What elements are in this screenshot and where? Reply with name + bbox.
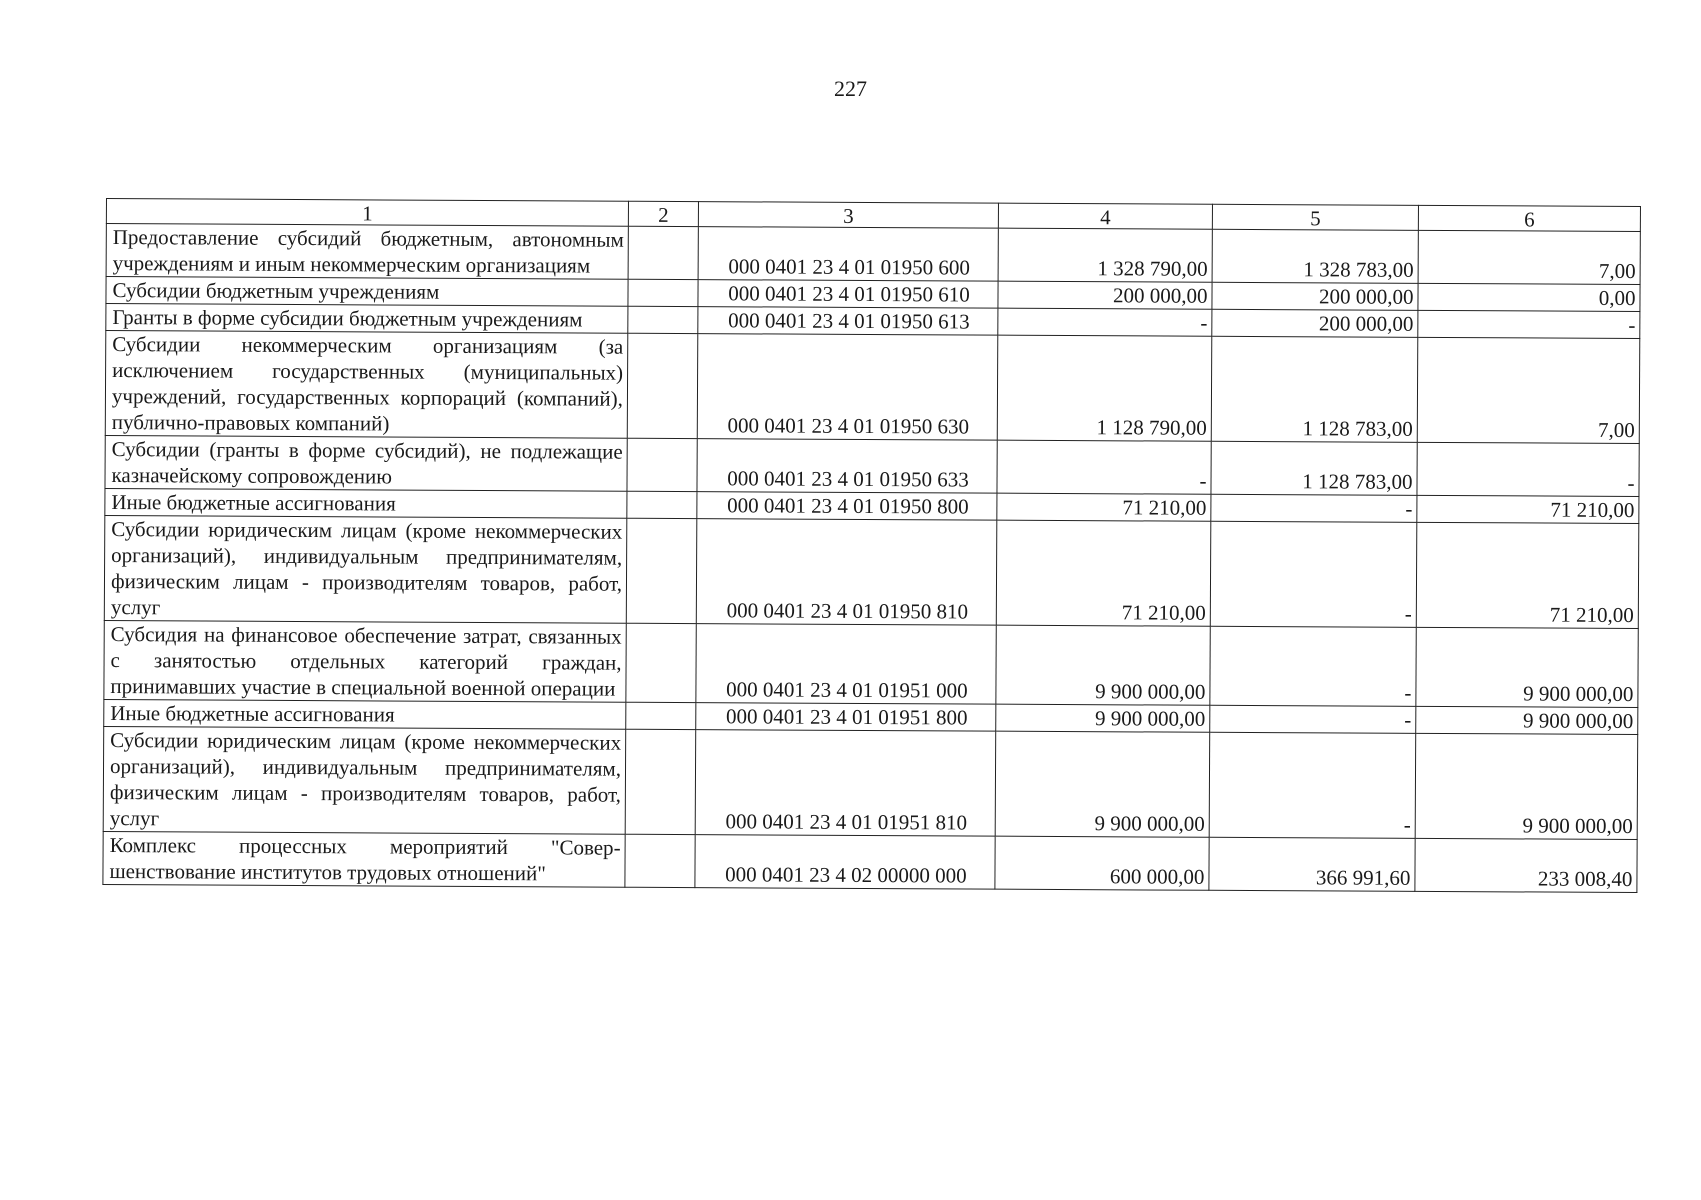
table-row [104,515,1639,628]
row-col5: - [1210,705,1416,733]
row-col6: 71 210,00 [1417,495,1639,523]
row-code: 000 0401 23 4 01 01950 613 [698,307,998,336]
row-col5: 366 991,60 [1209,837,1415,891]
row-name: Гранты в форме субсидии бюджетным учреждениям [106,304,628,334]
row-code: 000 0401 23 4 01 01950 810 [696,519,997,626]
header-col-6: 6 [1418,205,1640,231]
row-col6: 71 210,00 [1416,522,1639,628]
row-code: 000 0401 23 4 01 01951 000 [696,624,996,705]
row-name: Субсидия на финансовое обеспечение затрат, связанных с занятостью отдельных категорий граждан, принимавших участие в специальной военной операции [104,620,626,702]
row-col6: 9 900 000,00 [1416,627,1638,707]
row-col2 [628,279,698,306]
row-name: Субсидии (гранты в форме субсидий), не подлежащие казначейскому сопровождению [105,435,627,491]
row-col4: 9 900 000,00 [996,625,1210,705]
row-col2 [626,623,696,702]
row-col5: - [1211,494,1417,522]
row-code: 000 0401 23 4 01 01950 600 [698,227,998,282]
row-col5: - [1210,521,1417,627]
row-col4: 200 000,00 [998,281,1212,309]
page-number: 227 [834,76,867,101]
row-col2 [627,491,697,518]
row-col2 [627,438,697,491]
row-col5: 1 128 783,00 [1211,336,1418,442]
row-col4: 1 128 790,00 [997,335,1212,441]
header-col-1: 1 [106,199,628,227]
budget-table [102,198,1641,893]
row-col6: - [1417,442,1639,496]
row-code: 000 0401 23 4 01 01950 630 [697,334,998,441]
row-col6: 0,00 [1418,283,1640,311]
row-code: 000 0401 23 4 01 01950 800 [697,492,997,521]
row-col4: 9 900 000,00 [995,731,1210,837]
row-col2 [626,702,696,729]
row-code: 000 0401 23 4 01 01951 800 [696,703,996,732]
row-col6: 7,00 [1417,337,1640,443]
row-col5: - [1210,626,1416,706]
row-col4: - [998,308,1212,336]
table-row [103,831,1637,892]
header-col-3: 3 [698,202,998,229]
row-col5: 1 128 783,00 [1211,441,1417,495]
header-col-5: 5 [1212,204,1418,230]
row-col2 [627,333,698,438]
row-col6: 233 008,40 [1415,838,1637,892]
row-col4: - [997,440,1211,494]
row-col4: 1 328 790,00 [998,228,1212,282]
row-col5: 1 328 783,00 [1212,229,1418,283]
table-row [103,726,1638,839]
table-row [105,331,1640,444]
row-col6: 9 900 000,00 [1416,706,1638,734]
table-row [106,224,1640,285]
row-col2 [628,226,698,279]
row-name: Субсидии бюджетным учреждениям [106,277,628,307]
row-col4: 600 000,00 [995,836,1209,890]
table-row [105,435,1639,496]
row-col2 [625,834,695,887]
table-row [104,620,1638,707]
row-col4: 71 210,00 [997,493,1211,521]
row-name: Субсидии юридическим лицам (кроме некоммерческих организаций), индивидуальным предпринимателям, физическим лицам - производителям товаров, работ, услуг [103,726,626,834]
row-col5: 200 000,00 [1212,282,1418,310]
row-col6: 9 900 000,00 [1415,733,1638,839]
row-col2 [628,306,698,333]
row-col6: - [1418,310,1640,338]
header-col-2: 2 [628,201,698,226]
row-name: Иные бюджетные ассигнования [104,699,626,729]
row-col4: 9 900 000,00 [996,704,1210,732]
row-col6: 7,00 [1418,230,1640,284]
row-col2 [626,518,697,623]
row-name: Субсидии некоммерческим организациям (за исключением государственных (муниципальных) учреждений, государственных корпораций (компаний), публично-правовых компаний) [105,331,628,439]
row-name: Комплекс процессных мероприятий "Совершенствование институтов трудовых отношений" [103,831,625,887]
row-col5: 200 000,00 [1212,309,1418,337]
header-col-4: 4 [998,203,1212,229]
row-col5: - [1209,732,1416,838]
row-code: 000 0401 23 4 01 01951 810 [695,730,996,837]
row-code: 000 0401 23 4 02 00000 000 [695,835,995,890]
row-name: Иные бюджетные ассигнования [105,488,627,518]
row-name: Субсидии юридическим лицам (кроме некоммерческих организаций), индивидуальным предпринимателям, физическим лицам - производителям товаров, работ, услуг [104,515,627,623]
row-col4: 71 210,00 [996,520,1211,626]
row-code: 000 0401 23 4 01 01950 633 [697,439,997,494]
row-code: 000 0401 23 4 01 01950 610 [698,280,998,309]
row-col2 [625,729,696,834]
row-name: Предоставление субсидий бюджетным, автономным учреждениям и иным некоммерческим организациям [106,224,628,280]
